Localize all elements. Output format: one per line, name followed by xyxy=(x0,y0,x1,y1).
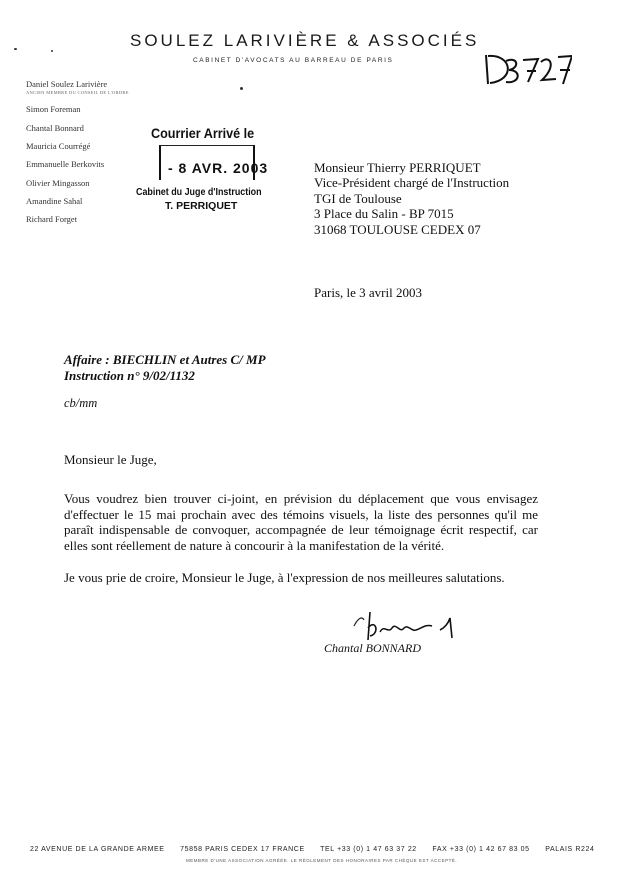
recipient-title: Vice-Président chargé de l'Instruction xyxy=(314,175,510,191)
partner-name: Emmanuelle Berkovits xyxy=(26,159,105,169)
footer-palais: PALAIS R224 xyxy=(545,846,595,853)
footer-city: 75858 PARIS CEDEX 17 FRANCE xyxy=(180,846,305,853)
received-stamp xyxy=(136,123,276,213)
partner-name: Richard Forget xyxy=(26,214,78,224)
stamp-judge: T. PERRIQUET xyxy=(165,200,238,212)
stamp-title: Courrier Arrivé le xyxy=(151,125,255,141)
recipient-name: Monsieur Thierry PERRIQUET xyxy=(314,160,481,175)
footer-tel: TEL +33 (0) 1 47 63 37 22 xyxy=(320,846,417,853)
footer-note: MEMBRE D'UNE ASSOCIATION AGRÉÉE. LE RÈGLEMENT DES HONORAIRES PAR CHÈQUE EST ACCEPTÉ. xyxy=(186,858,458,863)
partner-name: Olivier Mingasson xyxy=(26,178,90,188)
footer-fax: FAX +33 (0) 1 42 67 83 05 xyxy=(432,846,530,853)
case-affaire: Affaire : BIECHLIN et Autres C/ MP xyxy=(64,352,266,367)
firm-name: SOULEZ LARIVIÈRE & ASSOCIÉS xyxy=(130,31,480,50)
stamp-date: - 8 AVR. 2003 xyxy=(168,160,269,176)
partner-name: Mauricia Courrégé xyxy=(26,141,91,151)
stamp-office: Cabinet du Juge d'Instruction xyxy=(136,186,262,198)
place-date: Paris, le 3 avril 2003 xyxy=(314,285,422,300)
firm-subtitle: CABINET D'AVOCATS AU BARREAU DE PARIS xyxy=(193,57,394,64)
handwritten-dossier-mark xyxy=(482,46,572,88)
case-instruction: Instruction n° 9/02/1132 xyxy=(64,368,195,383)
recipient-address xyxy=(314,160,509,237)
partner-note: ANCIEN MEMBRE DU CONSEIL DE L'ORDRE xyxy=(26,90,129,95)
scan-speck xyxy=(51,50,53,52)
scan-speck xyxy=(240,87,243,90)
scan-speck xyxy=(14,48,17,50)
closing-formula: Je vous prie de croire, Monsieur le Juge, à l'expression de nos meilleures salutations. xyxy=(64,570,505,585)
salutation: Monsieur le Juge, xyxy=(64,452,157,467)
letter-reference: cb/mm xyxy=(64,396,98,410)
partner-name: Daniel Soulez Larivière xyxy=(26,79,108,89)
partner-name: Amandine Sahal xyxy=(26,196,83,206)
case-references xyxy=(64,352,266,384)
partner-name: Chantal Bonnard xyxy=(26,123,84,133)
footer-contact xyxy=(30,846,608,853)
recipient-street: 3 Place du Salin - BP 7015 xyxy=(314,206,454,222)
body-paragraph: Vous voudrez bien trouver ci-joint, en prévision du déplacement que vous envisagez d'effectuer le 15 mai prochain avec des témoins visuels, la liste des personnes qu'il me paraît indispensable de convoquer, accompagnée de leur témoignage écrit respectif, car elles sont réellement de nature à concourir à la manifestation de la vérité. xyxy=(64,491,538,553)
recipient-city: 31068 TOULOUSE CEDEX 07 xyxy=(314,221,481,237)
partner-name: Simon Foreman xyxy=(26,104,81,114)
footer-address: 22 AVENUE DE LA GRANDE ARMEE xyxy=(30,846,165,853)
signatory-name: Chantal BONNARD xyxy=(324,641,422,655)
recipient-court: TGI de Toulouse xyxy=(314,190,402,206)
